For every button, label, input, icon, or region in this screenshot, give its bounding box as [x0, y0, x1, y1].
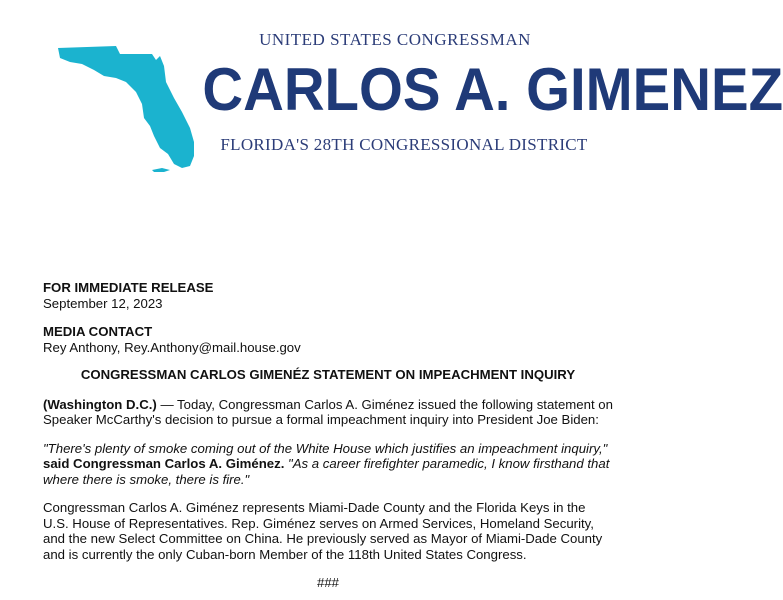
release-label: FOR IMMEDIATE RELEASE — [43, 280, 214, 295]
end-mark: ### — [316, 575, 339, 590]
quote-part-1: "There's plenty of smoke coming out of the White House which justifies an impeachment inquiry," — [43, 440, 608, 456]
attribution: said Congressman Carlos A. Giménez. — [43, 456, 289, 471]
contact-label: MEDIA CONTACT — [43, 324, 153, 339]
dateline: (Washington D.C.) — [43, 396, 157, 412]
header-superscript: UNITED STATES CONGRESSMAN — [259, 30, 531, 49]
contact-info: Rey Anthony, Rey.Anthony@mail.house.gov — [43, 339, 301, 355]
press-release — [43, 280, 613, 591]
letterhead — [0, 0, 783, 190]
quote-paragraph — [43, 441, 613, 488]
intro-text: — Today, Congressman Carlos A. Giménez issued the following statement on Speaker McCarthy's decision to pursue a formal impeachment inquiry into President Joe Biden: — [43, 396, 613, 427]
district-label: FLORIDA'S 28TH CONGRESSIONAL DISTRICT — [220, 135, 588, 154]
release-date: September 12, 2023 — [43, 295, 163, 311]
quote-part-2: "As a career firefighter paramedic, I know firsthand that where there is smoke, there is fire." — [43, 456, 610, 487]
bio-paragraph: Congressman Carlos A. Giménez represents Miami-Dade County and the Florida Keys in the U.S. House of Representatives. Rep. Giménez serves on Armed Services, Homeland Security, and the new Select Committee on China. He previously served as Mayor of Miami-Dade County and is currently the only Cuban-born Member of the 118th United States Congress. — [43, 500, 603, 562]
statement-title: CONGRESSMAN CARLOS GIMENÉZ STATEMENT ON IMPEACHMENT INQUIRY — [80, 367, 576, 382]
intro-paragraph — [43, 397, 613, 428]
congressman-name: CARLOS A. GIMENEZ — [202, 56, 783, 123]
florida-map-icon — [56, 42, 206, 172]
